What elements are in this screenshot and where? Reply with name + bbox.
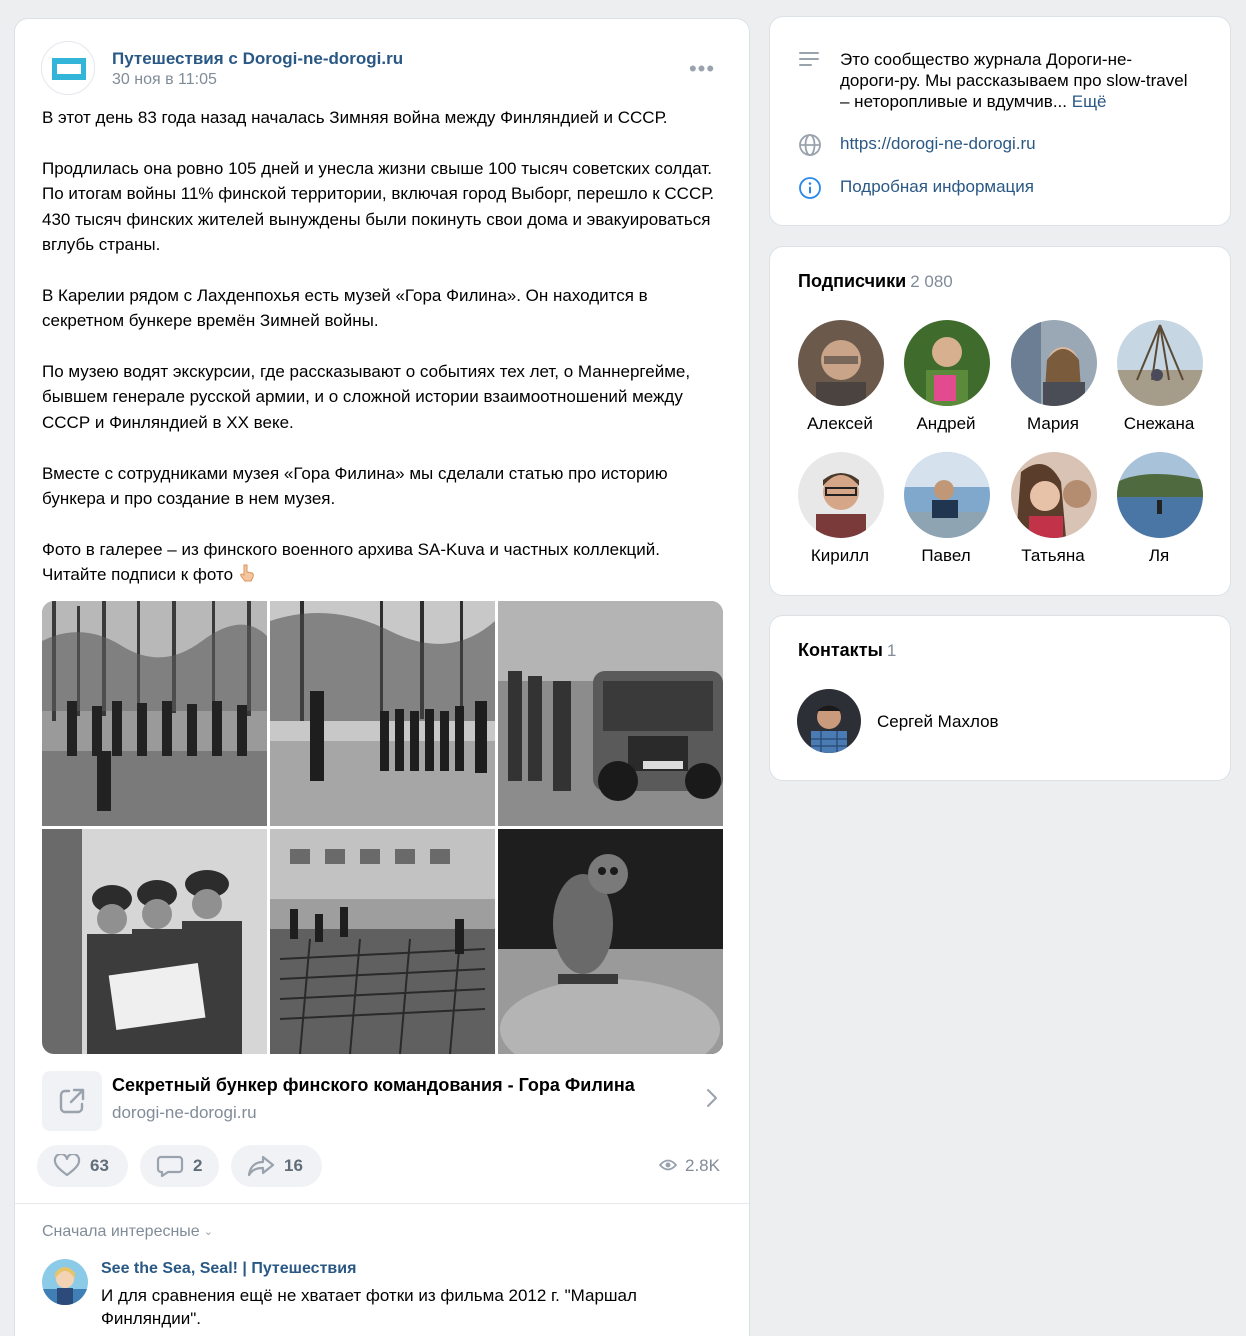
comment-text: И для сравнения ещё не хватает фотки из фильма 2012 г. "Маршал Финляндии". (101, 1286, 637, 1328)
follower[interactable] (1000, 320, 1106, 440)
text-lines-icon (798, 49, 820, 71)
share-icon (247, 1154, 275, 1178)
comment-author[interactable]: See the Sea, Seal! | Путешествия (101, 1260, 357, 1277)
followers-title[interactable] (798, 271, 953, 292)
contacts-card (769, 615, 1231, 781)
follower-name: Кирилл (810, 546, 870, 565)
avatar (904, 320, 990, 406)
more-icon[interactable]: ••• (688, 56, 716, 81)
comment-button[interactable] (140, 1145, 219, 1187)
gallery-photo[interactable] (270, 829, 495, 1054)
link-title[interactable]: Секретный бункер финского командования - Гора Филина (112, 1075, 635, 1095)
link-preview[interactable] (42, 1069, 723, 1131)
heart-icon (53, 1154, 81, 1178)
views (659, 1156, 723, 1176)
like-button[interactable] (37, 1145, 128, 1187)
follower-name: Павел (921, 546, 971, 565)
external-link-icon (42, 1071, 102, 1131)
post-header (41, 41, 723, 97)
comment-sort-dropdown[interactable] (42, 1223, 213, 1241)
gallery-photo[interactable] (42, 829, 267, 1054)
follower[interactable] (893, 320, 999, 440)
website-link[interactable]: https://dorogi-ne-dorogi.ru (840, 134, 1036, 153)
post-time[interactable]: 30 ноя в 11:05 (112, 71, 217, 88)
avatar (798, 320, 884, 406)
gallery-photo[interactable] (498, 829, 723, 1054)
post-line: Фото в галерее – из финского военного архива SA-Kuva и частных коллекций. (42, 539, 660, 559)
post-paragraph (42, 537, 732, 588)
link-domain: dorogi-ne-dorogi.ru (112, 1103, 257, 1122)
commenter-avatar[interactable] (42, 1259, 88, 1305)
show-more-link[interactable]: Ещё (1071, 92, 1107, 111)
view-count: 2.8K (685, 1156, 720, 1175)
details-link[interactable]: Подробная информация (840, 177, 1034, 196)
post-line: Читайте подписи к фото (42, 565, 234, 585)
pointing-down-hand-icon (238, 563, 256, 583)
chevron-down-icon: ⌄ (203, 1226, 213, 1238)
follower-name: Алексей (807, 414, 873, 433)
post-paragraph: Вместе с сотрудниками музея «Гора Филина» мы сделали статью про историю бункера и про создание в нем музея. (42, 463, 668, 509)
divider (15, 1203, 749, 1204)
group-avatar[interactable] (41, 41, 95, 95)
post-paragraph: Продлилась она ровно 105 дней и унесла жизни свыше 100 тысяч советских солдат. По итогам войны 11% финской территории, включая город Выборг, перешло к СССР. 430 тысяч финских жителей вынуждены были покинуть свои дома и эвакуироваться вглубь страны. (42, 158, 715, 255)
gallery-photo[interactable] (498, 601, 723, 826)
follower-name: Татьяна (1021, 546, 1085, 565)
share-count: 16 (284, 1156, 303, 1175)
followers-label: Подписчики (798, 271, 907, 291)
eye-icon (659, 1158, 677, 1172)
post-actions (37, 1145, 723, 1187)
comment-icon (156, 1154, 184, 1178)
follower[interactable] (787, 452, 893, 572)
comment-count: 2 (193, 1156, 203, 1175)
follower-name: Мария (1027, 414, 1079, 433)
post-paragraph: В этот день 83 года назад началась Зимняя война между Финляндией и СССР. (42, 108, 668, 127)
followers-count: 2 080 (910, 272, 953, 291)
follower-name: Ля (1148, 546, 1170, 565)
info-icon (798, 176, 822, 200)
post-text (42, 105, 732, 588)
follower[interactable] (1106, 320, 1212, 440)
contacts-count: 1 (886, 641, 897, 660)
post-paragraph: В Карелии рядом с Лахденпохья есть музей «Гора Филина». Он находится в секретном бункере времён Зимней войны. (42, 285, 648, 331)
community-description (840, 49, 1190, 112)
avatar (1117, 320, 1203, 406)
group-name-link[interactable]: Путешествия с Dorogi-ne-dorogi.ru (112, 49, 404, 68)
post-card (14, 18, 750, 1336)
follower-name: Снежана (1123, 414, 1195, 433)
follower[interactable] (1000, 452, 1106, 572)
contacts-label: Контакты (798, 640, 883, 660)
follower[interactable] (893, 452, 999, 572)
avatar (904, 452, 990, 538)
photo-gallery (42, 601, 723, 1054)
contacts-title[interactable] (798, 640, 896, 661)
chevron-right-icon (705, 1087, 719, 1114)
follower-name: Андрей (916, 414, 976, 433)
avatar (1011, 320, 1097, 406)
gallery-photo[interactable] (42, 601, 267, 826)
sort-label: Сначала интересные (42, 1223, 200, 1240)
community-info-card (769, 16, 1231, 226)
avatar (1011, 452, 1097, 538)
follower[interactable] (787, 320, 893, 440)
follower[interactable] (1106, 452, 1212, 572)
contact-name[interactable]: Сергей Махлов (877, 712, 999, 731)
avatar (1117, 452, 1203, 538)
description-text: Это сообщество журнала Дороги-не-дороги-ру. Мы рассказываем про slow-travel – неторопливые и вдумчив... (840, 50, 1188, 111)
post-paragraph: По музею водят экскурсии, где рассказывают о событиях тех лет, о Маннергейме, бывшем генерале русской армии, и о сложной истории взаимоотношений между СССР и Финляндией в XX веке. (42, 362, 691, 432)
like-count: 63 (90, 1156, 109, 1175)
share-button[interactable] (231, 1145, 322, 1187)
followers-card (769, 246, 1231, 596)
globe-icon (798, 133, 822, 157)
contact-avatar[interactable] (797, 689, 861, 753)
avatar (798, 452, 884, 538)
gallery-photo[interactable] (270, 601, 495, 826)
